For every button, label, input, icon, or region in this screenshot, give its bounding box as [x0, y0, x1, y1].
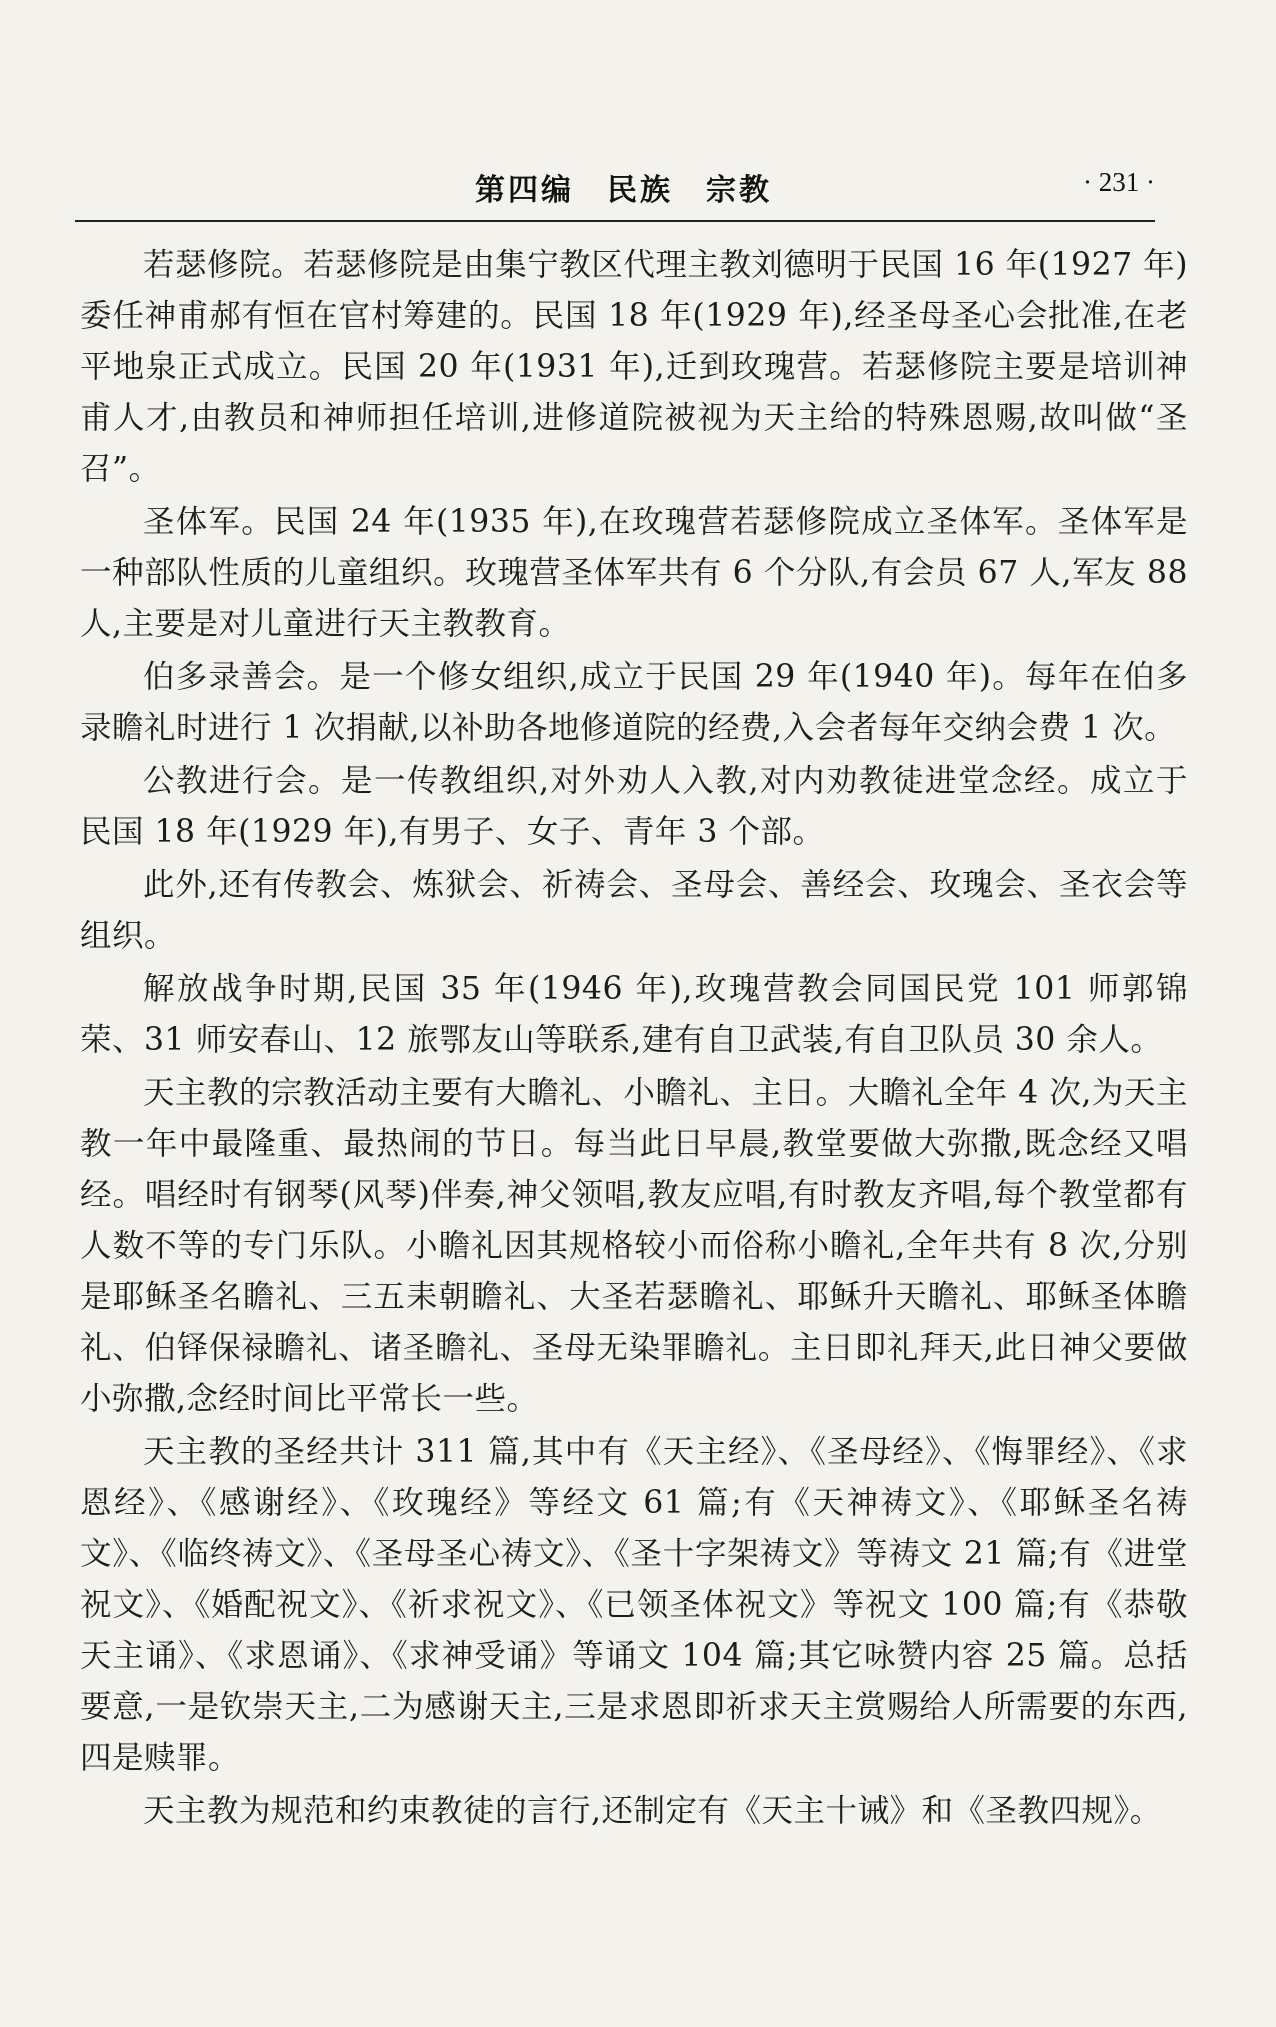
paragraph-religious-activities: 天主教的宗教活动主要有大瞻礼、小瞻礼、主日。大瞻礼全年 4 次,为天主教一年中最隆重、最热闹的节日。每当此日早晨,教堂要做大弥撒,既念经又唱经。唱经时有钢琴(风琴)伴奏,神父领唱,教友应唱,有时教友齐唱,每个教堂都有人数不等的专门乐队。小瞻礼因其规格较小而俗称小瞻礼,全年共有 8 次,分别是耶稣圣名瞻礼、三五耒朝瞻礼、大圣若瑟瞻礼、耶稣升天瞻礼、耶稣圣体瞻礼、伯铎保禄瞻礼、诸圣瞻礼、圣母无染罪瞻礼。主日即礼拜天,此日神父要做小弥撒,念经时间比平常长一些。: [80, 1075, 1188, 1417]
section-title: 第四编 民族 宗教: [475, 173, 772, 208]
paragraph-joseph-seminary: 若瑟修院。若瑟修院是由集宁教区代理主教刘德明于民国 16 年(1927 年)委任神甫郝有恒在官村筹建的。民国 18 年(1929 年),经圣母圣心会批准,在老平地泉正式成立。民国 20 年(1931 年),迁到玫瑰营。若瑟修院主要是培训神甫人才,由教员和神师担任培训,进修道院被视为天主给的特殊恩赐,故叫做“圣召”。: [80, 247, 1188, 487]
page-number: · 231 ·: [1083, 167, 1155, 197]
paragraph-eucharistic-army: 圣体军。民国 24 年(1935 年),在玫瑰营若瑟修院成立圣体军。圣体军是一种部队性质的儿童组织。玫瑰营圣体军共有 6 个分队,有会员 67 人,军友 88 人,主要是对儿童进行天主教教育。: [80, 504, 1188, 642]
body-text: [80, 240, 1188, 1839]
paragraph-other-societies: 此外,还有传教会、炼狱会、祈祷会、圣母会、善经会、玫瑰会、圣衣会等组织。: [80, 867, 1188, 954]
paragraph-catholic-action: 公教进行会。是一传教组织,对外劝人入教,对内劝教徒进堂念经。成立于民国 18 年(1929 年),有男子、女子、青年 3 个部。: [80, 763, 1188, 850]
running-header: [75, 165, 1155, 213]
header-divider: [75, 220, 1155, 222]
paragraph-commandments: 天主教为规范和约束教徒的言行,还制定有《天主十诫》和《圣教四规》。: [143, 1793, 1162, 1829]
paragraph-scriptures: 天主教的圣经共计 311 篇,其中有《天主经》、《圣母经》、《悔罪经》、《求恩经》、《感谢经》、《玫瑰经》等经文 61 篇;有《天神祷文》、《耶稣圣名祷文》、《临终祷文》、《圣母圣心祷文》、《圣十字架祷文》等祷文 21 篇;有《进堂祝文》、《婚配祝文》、《祈求祝文》、《已领圣体祝文》等祝文 100 篇;有《恭敬天主诵》、《求恩诵》、《求神受诵》等诵文 104 篇;其它咏赞内容 25 篇。总括要意,一是钦崇天主,二为感谢天主,三是求恩即祈求天主赏赐给人所需要的东西,四是赎罪。: [80, 1434, 1188, 1776]
paragraph-peter-society: 伯多录善会。是一个修女组织,成立于民国 29 年(1940 年)。每年在伯多录瞻礼时进行 1 次捐献,以补助各地修道院的经费,入会者每年交纳会费 1 次。: [80, 659, 1188, 746]
paragraph-liberation-war: 解放战争时期,民国 35 年(1946 年),玫瑰营教会同国民党 101 师郭锦荣、31 师安春山、12 旅鄂友山等联系,建有自卫武装,有自卫队员 30 余人。: [80, 971, 1188, 1058]
